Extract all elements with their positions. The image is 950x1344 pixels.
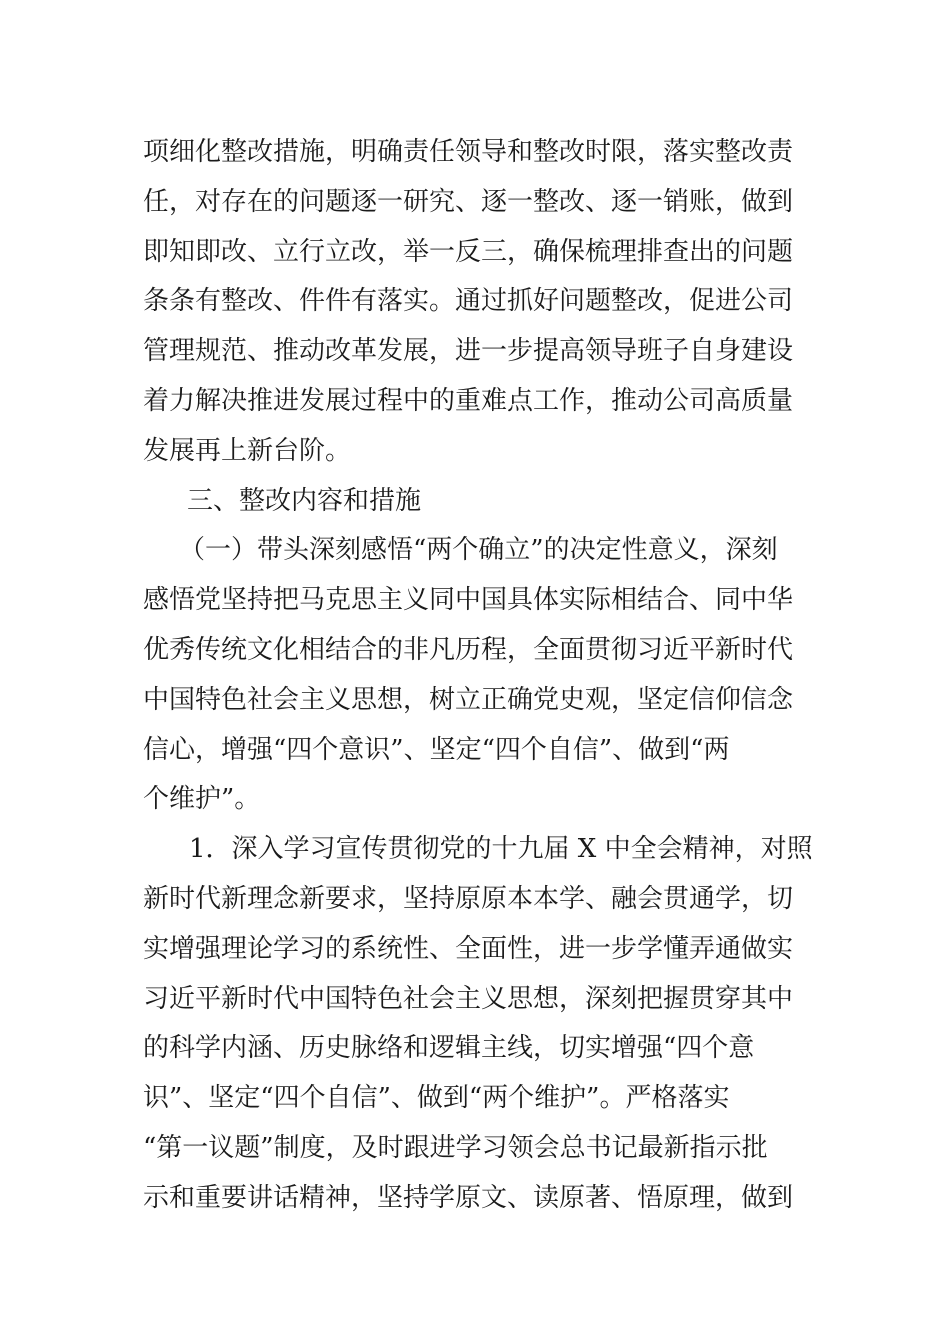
text-line: 新时代新理念新要求，坚持原原本本学、融会贯通学，切 [143,883,794,914]
text-line: 个维护”。 [143,784,261,815]
text-line: 中国特色社会主义思想，树立正确党史观，坚定信仰信念 [143,684,794,715]
text-line: 感悟党坚持把马克思主义同中国具体实际相结合、同中华 [143,585,794,616]
text-line: 条条有整改、件件有落实。通过抓好问题整改，促进公司 [143,286,794,317]
text-line: 即知即改、立行立改，举一反三，确保梳理排查出的问题 [143,236,794,267]
text-line: 任，对存在的问题逐一研究、逐一整改、逐一销账，做到 [143,186,794,217]
text-line: 习近平新时代中国特色社会主义思想，深刻把握贯穿其中 [143,983,794,1014]
numbered-item: 1．深入学习宣传贯彻党的十九届 X 中全会精神，对照 [189,834,813,865]
text-line: 实增强理论学习的系统性、全面性，进一步学懂弄通做实 [143,933,794,964]
text-line: 信心，增强“四个意识”、坚定“四个自信”、做到“两 [143,734,730,765]
text-line: 项细化整改措施，明确责任领导和整改时限，落实整改责 [143,137,794,167]
text-line: 优秀传统文化相结合的非凡历程，全面贯彻习近平新时代 [143,634,794,665]
text-line: 的科学内涵、历史脉络和逻辑主线，切实增强“四个意 [143,1033,755,1064]
text-line: 发展再上新台阶。 [143,435,352,466]
text-line: 示和重要讲话精神，坚持学原文、读原著、悟原理，做到 [143,1182,794,1213]
body-text [143,128,813,1224]
text-line: 管理规范、推动改革发展，进一步提高领导班子自身建设 [143,336,794,367]
text-line: 着力解决推进发展过程中的重难点工作，推动公司高质量 [143,385,794,416]
section-heading: 三、整改内容和措施 [187,485,422,516]
text-line: 识”、坚定“四个自信”、做到“两个维护”。严格落实 [143,1083,730,1114]
text-line: “第一议题”制度，及时跟进学习领会总书记最新指示批 [143,1132,768,1163]
subsection-heading: （一）带头深刻感悟“两个确立”的决定性意义，深刻 [179,535,778,566]
